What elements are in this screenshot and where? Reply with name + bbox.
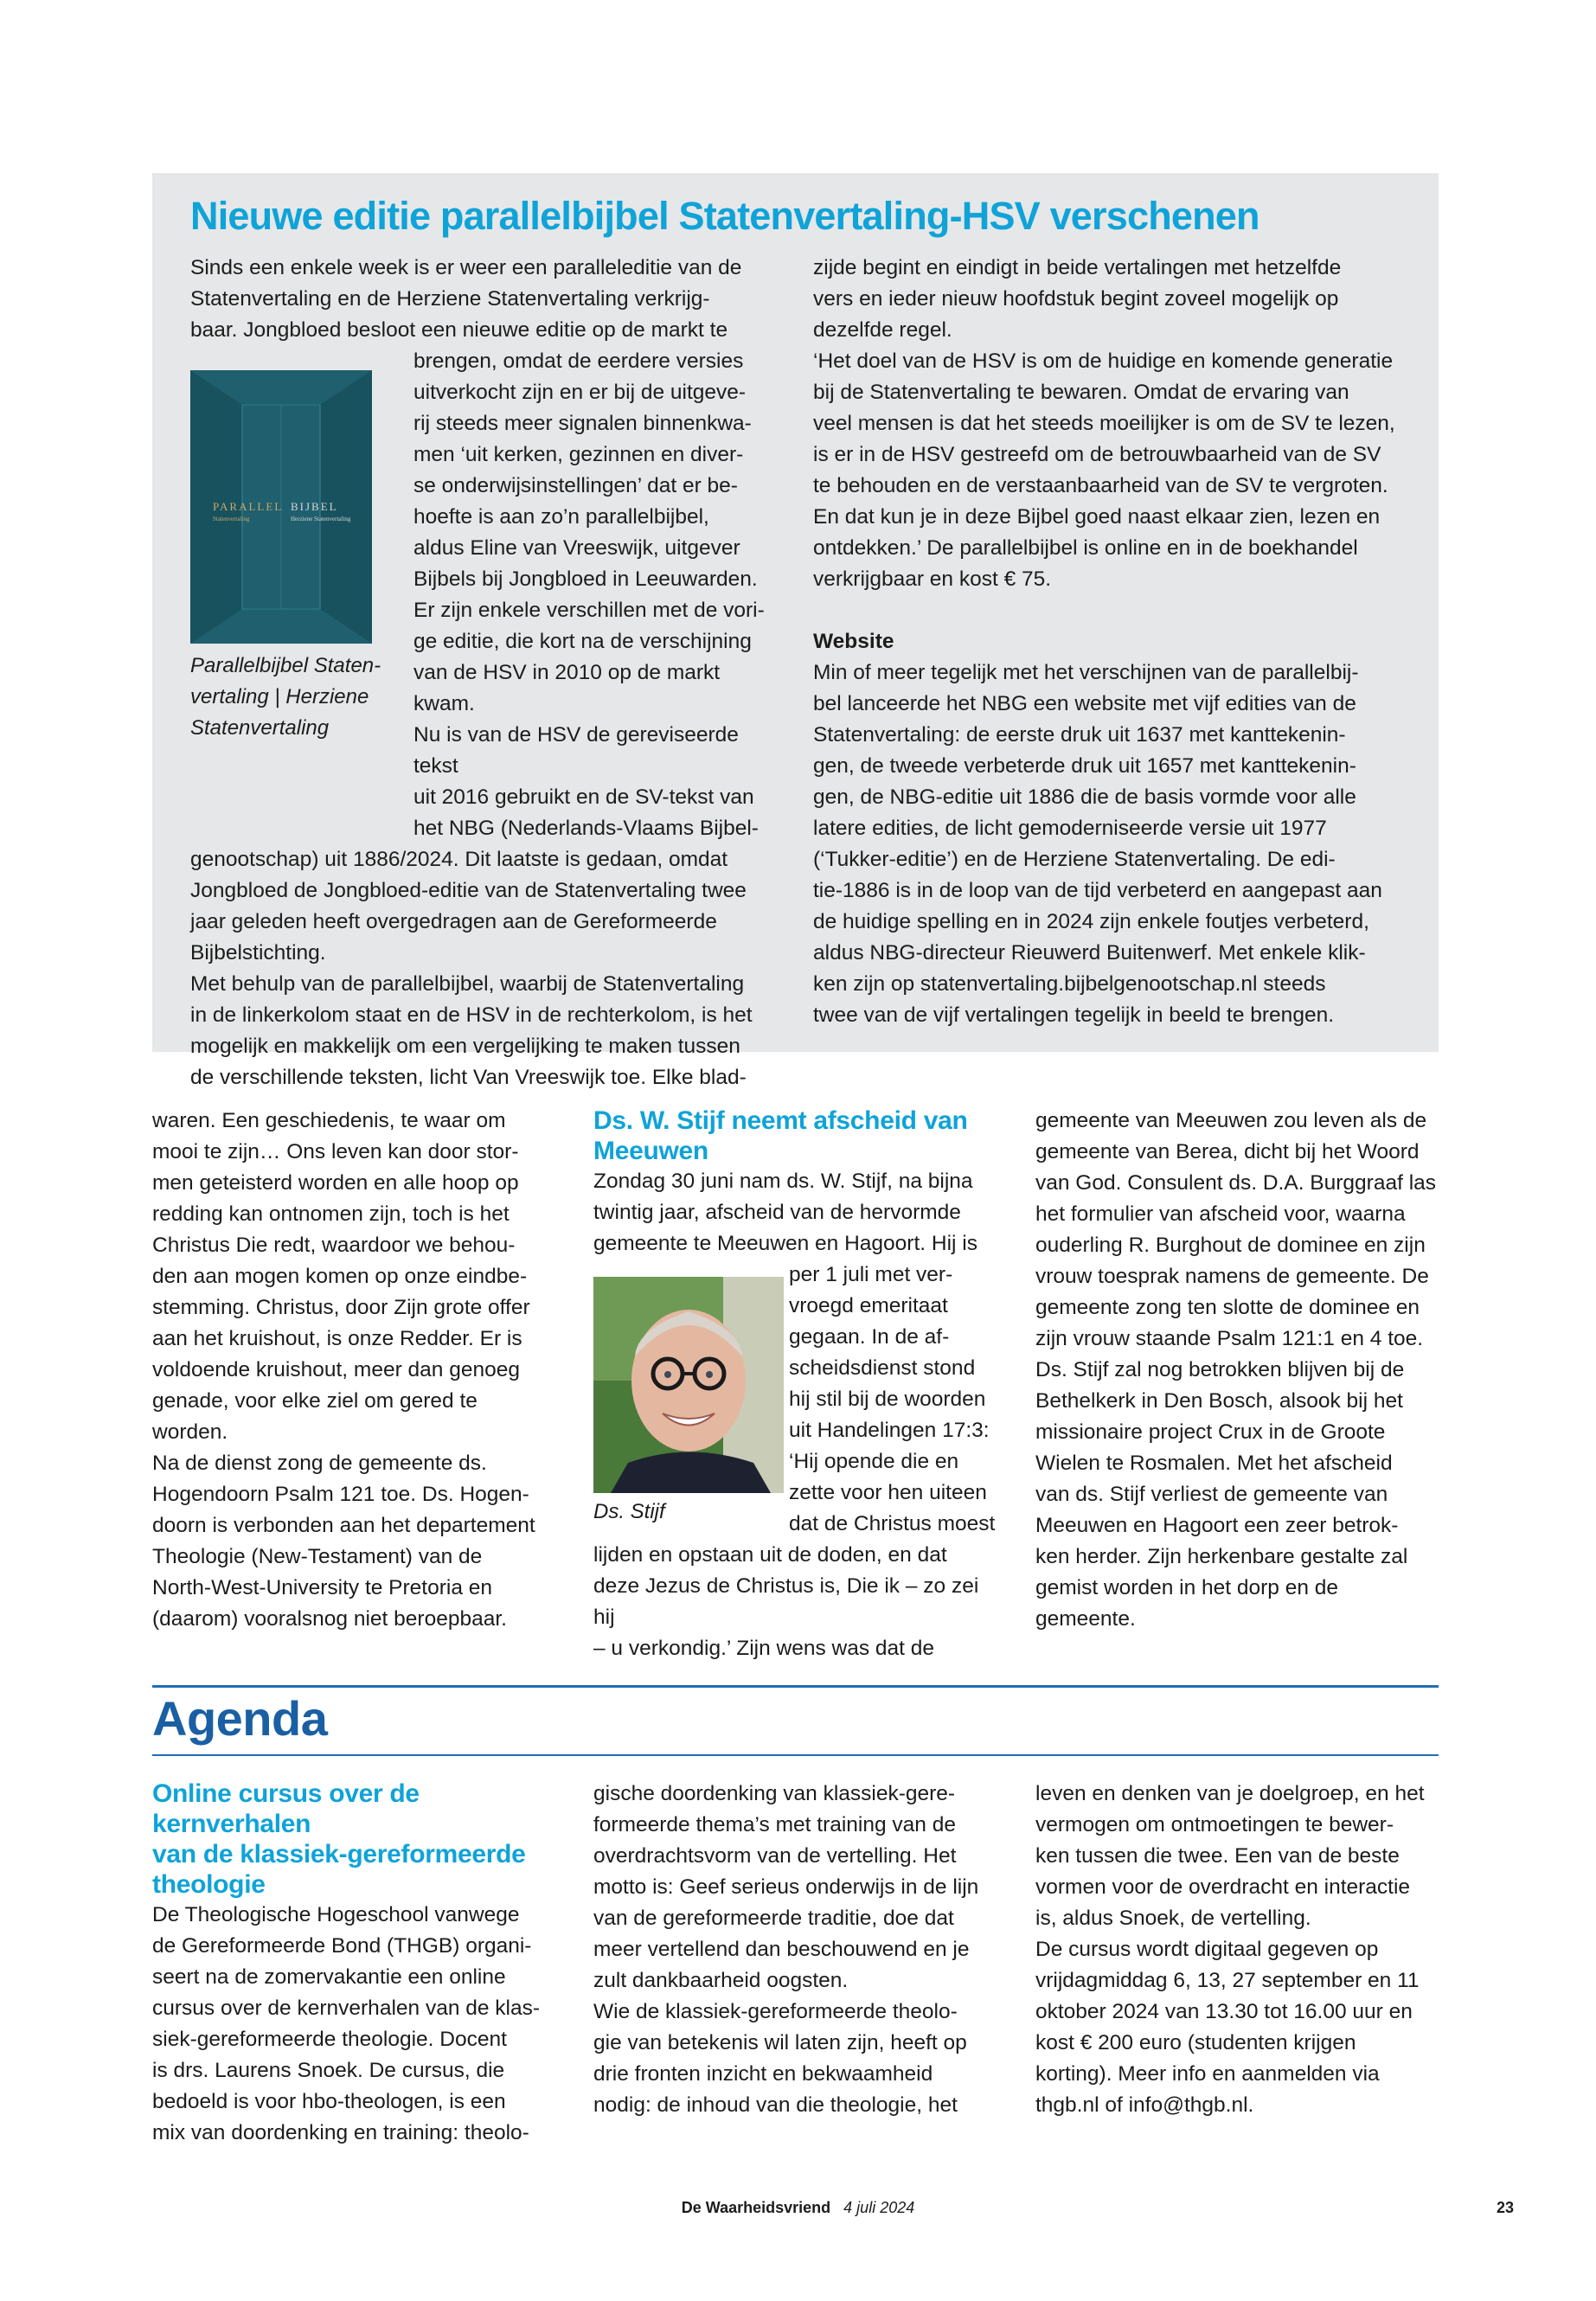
subheading: Website bbox=[813, 630, 894, 653]
image-caption: Parallelbijbel Staten- vertaling | Herziene Statenvertaling bbox=[190, 654, 381, 740]
middle-column-2: Ds. W. Stijf neemt afscheid van Meeuwen Zondag 30 juni nam ds. W. Stijf, na bijna twintig jaar, afscheid van de hervormde gemeente te Meeuwen en Hagoort. Hij is per 1 juli met ver- vroegd emeritaat gegaan. In de af- scheidsdienst stond hij stil bij de woorden uit Handelingen 17:3: ‘Hij opende die en zette voor hen uiteen dat de Christus moest lijden en opstaan uit de doden, en dat deze Jezus de Christus is, Die ik – zo zei hij – u verkondig.’ Zijn wens was dat de bbox=[593, 1106, 1000, 1664]
publication-date: 4 juli 2024 bbox=[843, 2199, 915, 2216]
column-text-top: Sinds een enkele week is er weer een paralleleditie van de Statenvertaling en de Herziene Statenvertaling verkrijg- baar. Jongbloed besloot een nieuwe editie op de markt te bbox=[190, 256, 742, 342]
agenda-column-3: leven en denken van je doelgroep, en het vermogen om ontmoetingen te bewer- ken tussen die twee. Een van de beste vormen voor de overdracht en interactie is, aldus Snoek, de vertelling. De cursus wordt digitaal gegeven op vrijdagmiddag 6, 13, 27 september en 11 oktober 2024 van 13.30 tot 16.00 uur en kost € 200 euro (studenten krijgen korting). Meer info en aanmelden via thgb.nl of info@thgb.nl. bbox=[1035, 1782, 1425, 2117]
book-cover-image bbox=[190, 370, 372, 644]
book-title-left: PARALLEL bbox=[213, 500, 284, 513]
book-subtitle-right: Herziene Statenvertaling bbox=[291, 516, 351, 522]
stijf-article-title: Ds. W. Stijf neemt afscheid van Meeuwen bbox=[593, 1106, 968, 1165]
article-title: Nieuwe editie parallelbijbel Statenvertaling-HSV verschenen bbox=[190, 194, 1259, 238]
section-divider bbox=[152, 1754, 1439, 1756]
column-text-bottom: genootschap) uit 1886/2024. Dit laatste is gedaan, omdat Jongbloed de Jongbloed-editie van de Statenvertaling twee jaar geleden heeft overgedragen aan de Gereformeerde Bijbelstichting. Met behulp van de parallelbijbel, waarbij de Statenvertaling in de linkerkolom staat en de HSV in de rechterkolom, is het mogelijk en makkelijk om een vergelijking te maken tussen de verschillende teksten, licht Van Vreeswijk toe. Elke blad- bbox=[190, 848, 753, 1089]
agenda-heading: Agenda bbox=[152, 1691, 328, 1746]
page-number: 23 bbox=[1497, 2199, 1515, 2216]
article-column-2: zijde begint en eindigt in beide vertalingen met hetzelfde vers en ieder nieuw hoofdstuk begint zoveel mogelijk op dezelfde regel. ‘Het doel van de HSV is om de huidige en komende generatie bij de Statenvertaling te bewaren. Omdat de ervaring van veel mensen is dat het steeds moeilijker is om de SV te lezen, is er in de HSV gestreefd om de betrouwbaarheid van de SV te behouden en de verstaanbaarheid van de SV te vergroten. En dat kun je in deze Bijbel goed naast elkaar zien, lezen en ontdekken.’ De parallelbijbel is online en in de boekhandel verkrijgbaar en kost € 75. Website Min of meer tegelijk met het verschijnen van de parallelbij- bel lanceerde het NBG een website met vijf edities van de Statenvertaling: de eerste druk uit 1637 met kanttekenin- gen, de tweede verbeterde druk uit 1657 met kanttekenin- gen, de NBG-editie uit 1886 die de basis vormde voor alle latere edities, de licht gemoderniseerde versie uit 1977 (‘Tukker-editie’) en de Herziene Statenvertaling. De edi- tie-1886 is in de loop van de tijd verbeterd en aangepast aan de huidige spelling en in 2024 zijn enkele foutjes verbeterd, aldus NBG-directeur Rieuwerd Buitenwerf. Met enkele klik- ken zijn op statenvertaling.bijbelgenootschap.nl steeds twee van de vijf vertalingen tegelijk in beeld te brengen. bbox=[813, 253, 1410, 1031]
portrait-illustration bbox=[593, 1277, 784, 1493]
book-subtitle-left: Statenvertaling bbox=[213, 516, 250, 522]
portrait-photo bbox=[593, 1277, 784, 1493]
section-divider bbox=[152, 1685, 1439, 1688]
agenda-article-title: Online cursus over de kernverhalen van de klassiek-gereformeerde theologie bbox=[152, 1779, 526, 1899]
middle-column-3: gemeente van Meeuwen zou leven als de gemeente van Berea, dicht bij het Woord van God. Consulent ds. D.A. Burggraaf las het formulier van afscheid voor, waarna ouderling R. Burghout de dominee en zijn vrouw toesprak namens de gemeente. De gemeente zong ten slotte de dominee en zijn vrouw staande Psalm 121:1 en 4 toe. Ds. Stijf zal nog betrokken blijven bij de Bethelkerk in Den Bosch, alsook bij het missionaire project Crux in de Groote Wielen te Rosmalen. Met het afscheid van ds. Stijf verliest de gemeente van Meeuwen en Hagoort een zeer betrok- ken herder. Zijn herkenbare gestalte zal gemist worden in het dorp en de gemeente. bbox=[1035, 1109, 1437, 1631]
spacer bbox=[813, 595, 1410, 626]
middle-column-1: waren. Een geschiedenis, te waar om mooi te zijn… Ons leven kan door stor- men geteisterd worden en alle hoop op redding kan ontnomen zijn, toch is het Christus Die redt, waardoor we behou- den aan mogen komen op onze eindbe- stemming. Christus, door Zijn grote offer aan het kruishout, is onze Redder. Er is voldoende kruishout, meer dan genoeg genade, voor elke ziel om gered te worden. Na de dienst zong de gemeente ds. Hogendoorn Psalm 121 toe. Ds. Hogen- doorn is verbonden aan het departement Theologie (New-Testament) van de North-West-University te Pretoria en (daarom) vooralsnog niet beroepbaar. bbox=[152, 1109, 535, 1631]
column-text-wrapped: brengen, omdat de eerdere versies uitverkocht zijn en er bij de uitgeve- rij steeds meer signalen binnenkwa- men ‘uit kerken, gezinnen en diver- se onderwijsinstellingen’ dat er be- hoefte is aan zo’n parallelbijbel, aldus Eline van Vreeswijk, uitgever Bijbels bij Jongbloed in Leeuwarden. Er zijn enkele verschillen met de vori- ge editie, die kort na de verschijning van de HSV in 2010 op de markt kwam. Nu is van de HSV de gereviseerde tekst uit 2016 gebruikt en de SV-tekst van het NBG (Nederlands-Vlaams Bijbel- bbox=[413, 349, 765, 840]
column-text-wrapped: per 1 juli met ver- vroegd emeritaat gegaan. In de af- scheidsdienst stond hij stil bij de woorden uit Handelingen 17:3: ‘Hij opende die en zette voor hen uiteen dat de Christus moest bbox=[789, 1263, 996, 1535]
agenda-column-1: Online cursus over de kernverhalen van de klassiek-gereformeerde theologie De Theologische Hogeschool vanwege de Gereformeerde Bond (THGB) organi- seert na de zomervakantie een online cursus over de kernverhalen van de klas- siek-gereformeerde theologie. Docent is drs. Laurens Snoek. De cursus, die bedoeld is voor hbo-theologen, is een mix van doordenking en training: theolo- bbox=[152, 1779, 559, 2149]
agenda-column-2: gische doordenking van klassiek-gere- formeerde thema’s met training van de overdrachtsvorm van de vertelling. Het motto is: Geef serieus onderwijs in de lijn van de gereformeerde traditie, doe dat meer vertellend dan beschouwend en je zult dankbaarheid oogsten. Wie de klassiek-gereformeerde theolo- gie van betekenis wil laten zijn, heeft op drie fronten inzicht en bekwaamheid nodig: de inhoud van die theologie, het bbox=[593, 1782, 979, 2117]
portrait-caption: Ds. Stijf bbox=[593, 1500, 665, 1523]
book-title-right: BIJBEL bbox=[291, 500, 338, 513]
page-footer bbox=[0, 2197, 1596, 2218]
publication-name: De Waarheidsvriend bbox=[681, 2199, 831, 2216]
